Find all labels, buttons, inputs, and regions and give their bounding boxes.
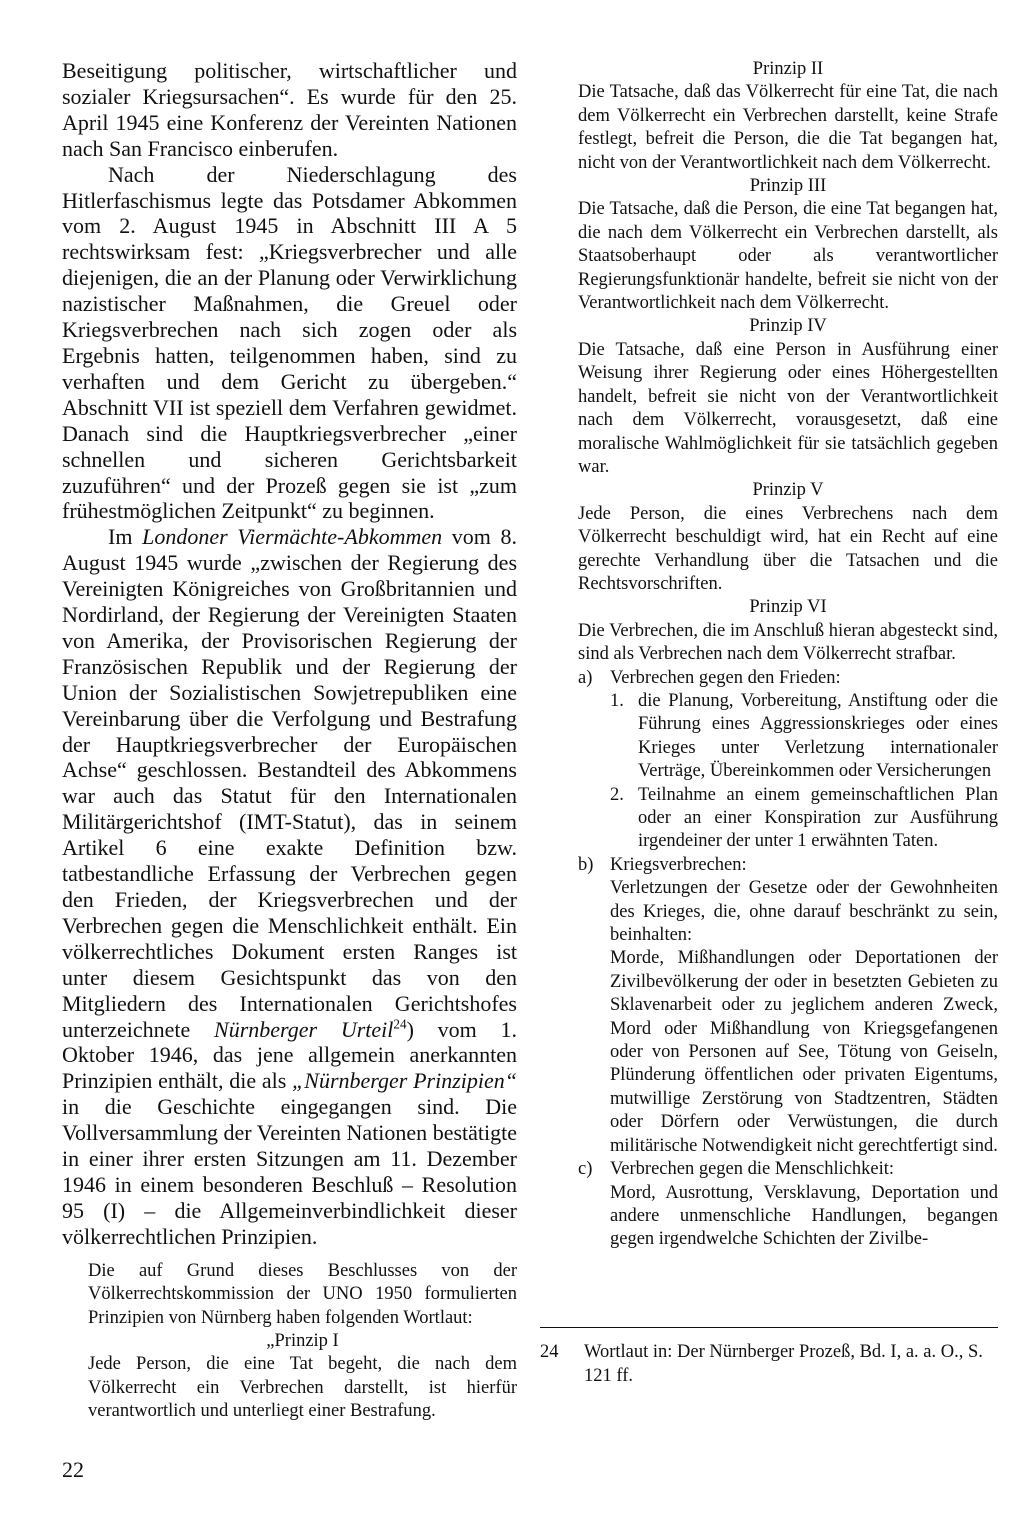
principle-heading: Prinzip III: [749, 176, 827, 197]
left-column: [62, 58, 517, 1424]
principle-heading: Prinzip V: [752, 480, 824, 501]
list-title: Verbrechen gegen den Frieden:: [610, 667, 841, 688]
list-body: [610, 1158, 998, 1252]
text-run: in die Geschichte eingegangen sind. Die Vollversammlung der Vereinten Nationen bestätigte in einer ihrer ersten Sitzungen am 11. Dezember 1946 in einem besonderen Beschluß – Resolution 95 (I) – die Allgemeinverbindlichkeit dieser völkerrechtlichen Prinzipien.: [62, 1094, 517, 1249]
italic-title: „Nürnberger Prinzipien“: [292, 1068, 517, 1094]
sub-list-item: [610, 690, 998, 784]
right-column: [578, 58, 998, 1252]
paragraph: Nach der Niederschlagung des Hitlerfaschismus legte das Potsdamer Abkommen vom 2. August 1945 in Abschnitt III A 5 rechtswirksam fest: „Kriegsverbrecher und alle diejenigen, die an der Planung oder Verwirklichung nazistischer Maßnahmen, die Greuel oder Kriegsverbrechen nach sich zogen oder als Ergebnis hatten, teilgenommen haben, sind zu verhaften und dem Gericht zu übergeben.“ Abschnitt VII ist speziell dem Verfahren gewidmet. Danach sind die Hauptkriegsverbrecher „einer schnellen und sicheren Gerichtsbarkeit zuzuführen“ und der Prozeß gegen sie ist „zum frühestmöglichen Zeitpunkt“ zu beginnen.: [62, 161, 517, 524]
list-body: [610, 667, 998, 854]
list-label: c): [578, 1159, 593, 1180]
list-text: Mord, Ausrottung, Versklavung, Deportation und andere unmenschliche Handlungen, begangen gegen irgendwelche Schichten der Zivilbe-: [610, 1182, 998, 1250]
principle-text: Die Verbrechen, die im Anschluß hieran abgesteckt sind, sind als Verbrechen nach dem Völkerrecht strafbar.: [578, 620, 998, 665]
principle-heading: Prinzip VI: [749, 597, 827, 618]
sub-list-text: Teilnahme an einem gemeinschaftlichen Plan oder an einer Konspiration zur Ausführung irgendeiner der unter 1 erwähnten Taten.: [638, 784, 998, 852]
principle-text: Die Tatsache, daß eine Person in Ausführung einer Weisung ihrer Regierung oder eines Höhergestellten handelt, befreit sie nicht von der Verantwortlichkeit nach dem Völkerrecht, vorausgesetzt, daß eine moralische Wahlmöglichkeit für sie tatsächlich gegeben war.: [578, 339, 998, 477]
footnote-reference: 24: [393, 1016, 407, 1032]
page-number: 22: [62, 1457, 84, 1482]
principle-text: Die Tatsache, daß das Völkerrecht für eine Tat, die nach dem Völkerrecht ein Verbrechen darstellt, keine Strafe festlegt, befreit die Person, die die Tat begangen hat, nicht von der Verantwortlichkeit nach dem Völkerrecht.: [578, 82, 998, 173]
sub-list-text: die Planung, Vorbereitung, Anstiftung oder die Führung eines Aggressionskrieges oder eines Krieges unter Verletzung internationaler Verträge, Übereinkommen oder Versicherungen: [638, 690, 998, 782]
principle-text: Die Tatsache, daß die Person, die eine Tat begangen hat, die nach dem Völkerrecht ein Verbrechen darstellt, als Staatsoberhaupt oder als verantwortlicher Regierungsfunktionär handelte, befreit sie nicht von der Verantwortlichkeit nach dem Völkerrecht.: [578, 199, 998, 314]
list-item: [578, 1158, 998, 1252]
quoted-principles-intro: [62, 1260, 517, 1424]
paragraph: Die auf Grund dieses Beschlusses von der Völkerrechtskommission der UNO 1950 formulierten Prinzipien von Nürnberg haben folgenden Wortlaut:: [88, 1260, 517, 1328]
principle-text: Jede Person, die eine Tat begeht, die nach dem Völkerrecht ein Verbrechen darstellt, ist hierfür verantwortlich und unterliegt einer Bestrafung.: [88, 1354, 517, 1422]
footnote-text: Wortlaut in: Der Nürnberger Prozeß, Bd. I, a. a. O., S. 121 ff.: [584, 1342, 983, 1386]
footnote-divider: [540, 1327, 998, 1328]
list-item: [578, 667, 998, 854]
list-title: Verbrechen gegen die Menschlichkeit:: [610, 1159, 895, 1180]
list-title: Kriegsverbrechen:: [610, 854, 747, 875]
list-body: [610, 854, 998, 1158]
list-label: a): [578, 667, 593, 688]
principle-text: Jede Person, die eines Verbrechens nach dem Völkerrecht beschuldigt wird, hat ein Recht auf eine gerechte Verhandlung über die Tatsachen und die Rechtsvorschriften.: [578, 503, 998, 594]
list-label: 2.: [610, 784, 624, 805]
list-item: [578, 854, 998, 1158]
principle-heading: Prinzip II: [752, 59, 824, 79]
list-label: b): [578, 854, 594, 875]
list-text: Morde, Mißhandlungen oder Deportationen der Zivilbevölkerung der oder in besetzten Gebieten zu Sklavenarbeit oder zu jeglichem anderen Zweck, Mord oder Mißhandlung von Kriegsgefangenen oder von Personen auf See, Tötung von Geiseln, Plünderung öffentlichen oder privaten Eigentums, mutwillige Zerstörung von Stadtzentren, Städten oder Dörfern oder Verwüstungen, die durch militärische Notwendigkeit nicht gerechtfertigt sind.: [610, 948, 998, 1156]
paragraph: [62, 524, 517, 1249]
principle-heading: „Prinzip I: [266, 1330, 339, 1351]
italic-title: Nürnberger Urteil: [214, 1016, 394, 1042]
italic-title: Londoner Viermächte-Abkommen: [142, 524, 443, 550]
footnote: [540, 1340, 998, 1388]
list-text: Verletzungen der Gesetze oder der Gewohnheiten des Krieges, die, ohne darauf beschränkt zu sein, beinhalten:: [610, 878, 998, 946]
text-run: vom 8. August 1945 wurde „zwischen der Regierung des Vereinigten Königreiches von Großbritannien und Nordirland, der Regierung der Vereinigten Staaten von Amerika, der Provisorischen Regierung der Französischen Republik und der Regierung der Union der Sozialistischen Sowjetrepubliken eine Vereinbarung über die Verfolgung und Bestrafung der Hauptkriegsverbrecher der Europäischen Achse“ geschlossen. Bestandteil des Abkommens war auch das Statut für den Internationalen Militärgerichtshof (IMT-Statut), das in seinem Artikel 6 eine exakte Definition bzw. tatbestandliche Erfassung der Verbrechen gegen den Frieden, der Kriegsverbrechen und der Verbrechen gegen die Menschlichkeit enthält. Ein völkerrechtliches Dokument ersten Ranges ist unter diesem Gesichtspunkt das von den Mitgliedern des Internationalen Gerichtshofes unterzeichnete: [62, 524, 518, 1042]
text-run: ) vom 1. Oktober 1946, das jene allgemein anerkannten Prinzipien enthält, die als: [62, 1016, 518, 1094]
footnote-number: 24: [540, 1342, 559, 1362]
sub-list-item: [610, 784, 998, 854]
list-label: 1.: [610, 690, 624, 711]
principle-heading: Prinzip IV: [749, 316, 827, 337]
paragraph: Beseitigung politischer, wirtschaftlicher und sozialer Kriegsursachen“. Es wurde für den 25. April 1945 eine Konferenz der Vereinten Nationen nach San Francisco einberufen.: [62, 58, 517, 161]
text-run: Im: [108, 524, 133, 550]
